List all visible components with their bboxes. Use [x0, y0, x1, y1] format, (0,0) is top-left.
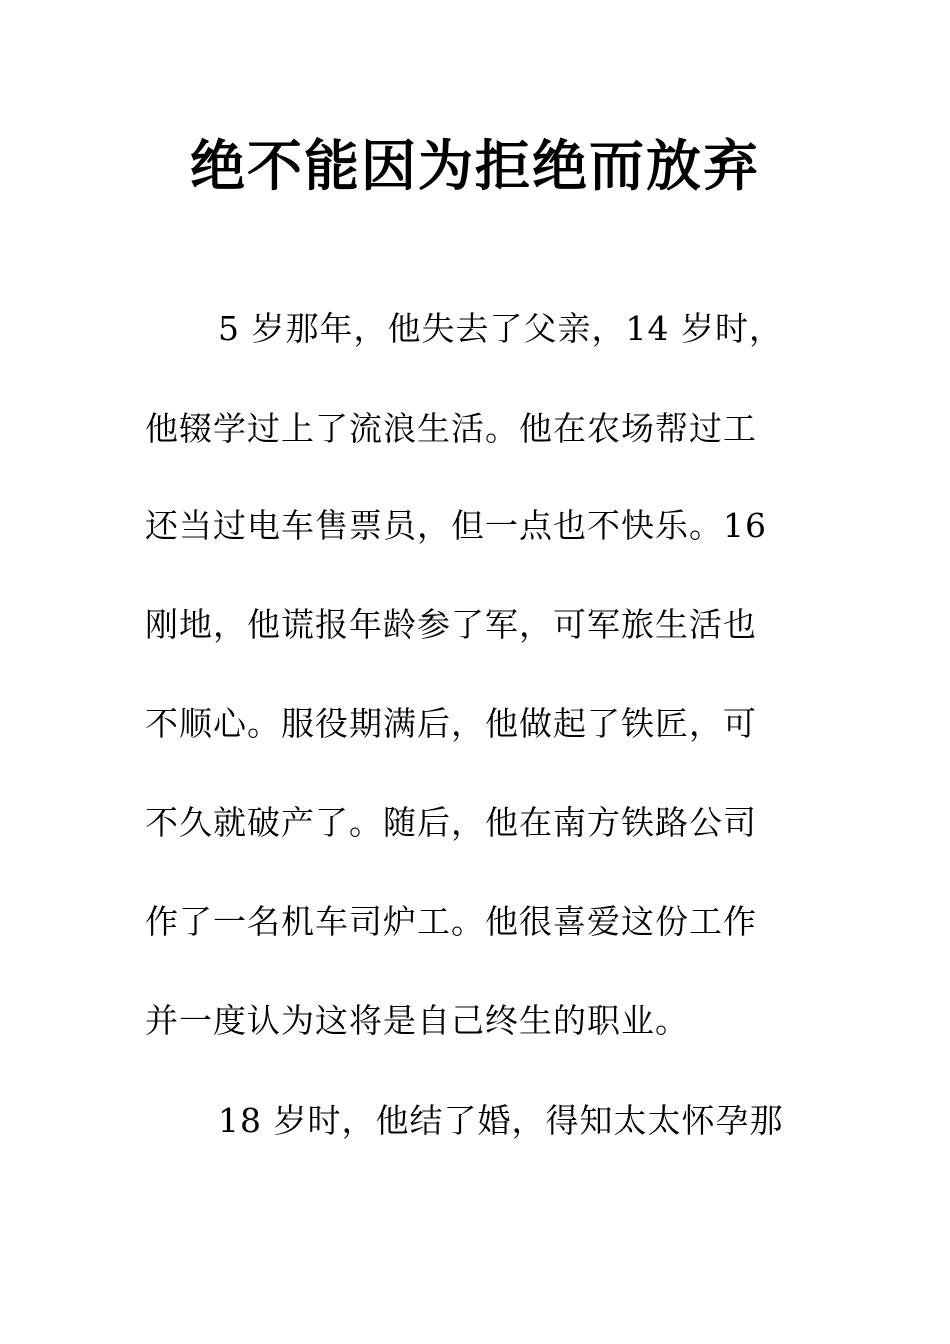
paragraph-1-line-1: 5 岁那年，他失去了父亲，14 岁时，	[218, 309, 783, 348]
paragraph-1-line-7: 作了一名机车司炉工。他很喜爱这份工作	[145, 902, 757, 941]
paragraph-1-line-3: 还当过电车售票员，但一点也不快乐。16	[145, 506, 767, 545]
paragraph-1-line-6: 不久就破产了。随后，他在南方铁路公司	[145, 803, 757, 842]
document-title: 绝不能因为拒绝而放弃	[189, 134, 760, 198]
paragraph-2-line-1: 18 岁时，他结了婚，得知太太怀孕那	[218, 1101, 784, 1140]
paragraph-1-line-8: 并一度认为这将是自己终生的职业。	[145, 1001, 689, 1040]
paragraph-1-line-5: 不顺心。服役期满后，他做起了铁匠，可	[145, 704, 757, 743]
paragraph-1-line-4: 刚地，他谎报年龄参了军，可军旅生活也	[145, 605, 757, 644]
paragraph-1-line-2: 他辍学过上了流浪生活。他在农场帮过工	[145, 409, 757, 448]
